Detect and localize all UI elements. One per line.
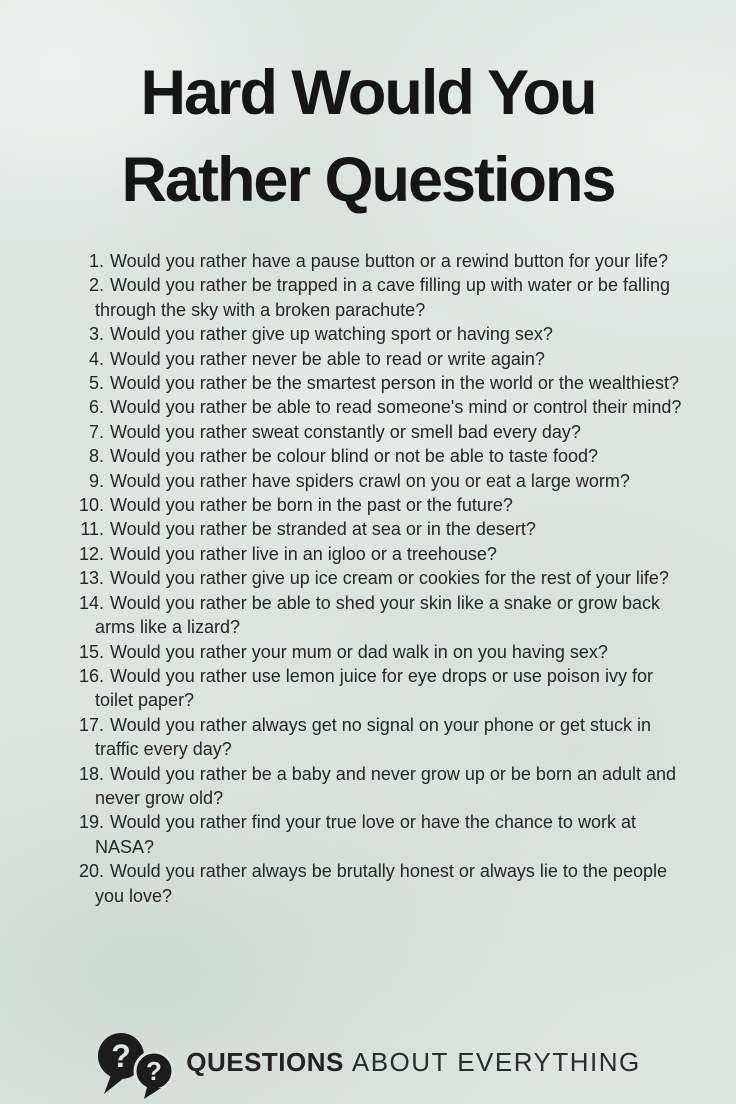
question-number: 20. <box>78 861 104 882</box>
question-number: 19. <box>78 812 104 833</box>
question-item <box>60 762 684 811</box>
small-question-mark: ? <box>146 1056 163 1086</box>
page-title <box>0 0 736 224</box>
question-text: Would you rather live in an igloo or a treehouse? <box>110 543 497 564</box>
question-bubbles-icon <box>95 1031 177 1099</box>
question-text: Would you rather find your true love or have the chance to work at NASA? <box>95 812 636 857</box>
question-number: 14. <box>78 592 104 613</box>
question-number: 1. <box>88 251 104 271</box>
question-number: 10. <box>78 495 104 516</box>
question-number: 9. <box>88 470 104 491</box>
question-number: 4. <box>88 348 104 369</box>
question-text: Would you rather be able to shed your skin like a snake or grow back arms like a lizard? <box>95 592 660 638</box>
question-number: 5. <box>88 373 104 394</box>
question-item <box>60 664 684 713</box>
page-title-line-1: Hard Would You <box>140 58 596 128</box>
question-item <box>60 395 684 419</box>
brand-wordmark <box>186 1047 641 1084</box>
question-number: 7. <box>88 421 104 442</box>
question-text: Would you rather have a pause button or a rewind button for your life? <box>110 251 669 271</box>
question-text: Would you rather be born in the past or the future? <box>110 495 513 516</box>
question-number: 6. <box>88 397 104 418</box>
question-item <box>60 859 684 908</box>
question-item <box>60 371 684 395</box>
question-number: 12. <box>78 543 104 564</box>
brand-words-about-everything: ABOUT EVERYTHING <box>351 1046 641 1077</box>
question-item <box>60 591 684 640</box>
brand-word-questions: QUESTIONS <box>186 1046 344 1077</box>
question-text: Would you rather have spiders crawl on you or eat a large worm? <box>110 470 630 491</box>
question-text: Would you rather never be able to read or write again? <box>110 348 545 369</box>
question-number: 16. <box>78 665 104 686</box>
brand-footer <box>0 1030 736 1100</box>
question-item <box>60 444 684 468</box>
question-item <box>60 420 684 444</box>
questions-list <box>60 249 684 908</box>
question-text: Would you rather be a baby and never grow up or be born an adult and never grow old? <box>95 763 677 808</box>
question-number: 15. <box>78 641 104 662</box>
question-item <box>60 249 684 273</box>
question-text: Would you rather be the smartest person in the world or the wealthiest? <box>110 373 679 394</box>
question-item <box>60 322 684 346</box>
question-item <box>60 517 684 541</box>
question-text: Would you rather give up ice cream or cookies for the rest of your life? <box>110 568 669 589</box>
question-item <box>60 273 684 322</box>
question-number: 11. <box>80 519 104 540</box>
question-text: Would you rather your mum or dad walk in on you having sex? <box>110 641 608 662</box>
question-item <box>60 493 684 517</box>
question-item <box>60 713 684 762</box>
question-text: Would you rather sweat constantly or smell bad every day? <box>110 421 581 442</box>
question-text: Would you rather give up watching sport or having sex? <box>110 324 553 345</box>
question-text: Would you rather always get no signal on your phone or get stuck in traffic every day? <box>95 714 651 760</box>
question-item <box>60 347 684 371</box>
question-item <box>60 469 684 493</box>
question-text: Would you rather be stranded at sea or in the desert? <box>110 519 536 540</box>
question-number: 8. <box>88 446 104 467</box>
question-number: 3. <box>88 324 104 345</box>
small-question-bubble <box>135 1052 173 1099</box>
question-text: Would you rather use lemon juice for eye drops or use poison ivy for toilet paper? <box>95 665 653 711</box>
question-number: 13. <box>78 568 104 589</box>
question-text: Would you rather be trapped in a cave filling up with water or be falling through the sky with a broken parachute? <box>95 275 670 320</box>
page-title-line-2: Rather Questions <box>121 145 615 215</box>
large-question-mark: ? <box>111 1038 132 1074</box>
question-item <box>60 542 684 566</box>
question-number: 18. <box>78 763 104 784</box>
question-text: Would you rather be able to read someone's mind or control their mind? <box>110 397 682 418</box>
question-text: Would you rather always be brutally honest or always lie to the people you love? <box>95 861 667 906</box>
question-number: 17. <box>78 714 104 735</box>
question-item <box>60 640 684 664</box>
question-item <box>60 566 684 590</box>
question-item <box>60 810 684 859</box>
question-text: Would you rather be colour blind or not be able to taste food? <box>110 446 598 467</box>
question-number: 2. <box>88 275 104 296</box>
